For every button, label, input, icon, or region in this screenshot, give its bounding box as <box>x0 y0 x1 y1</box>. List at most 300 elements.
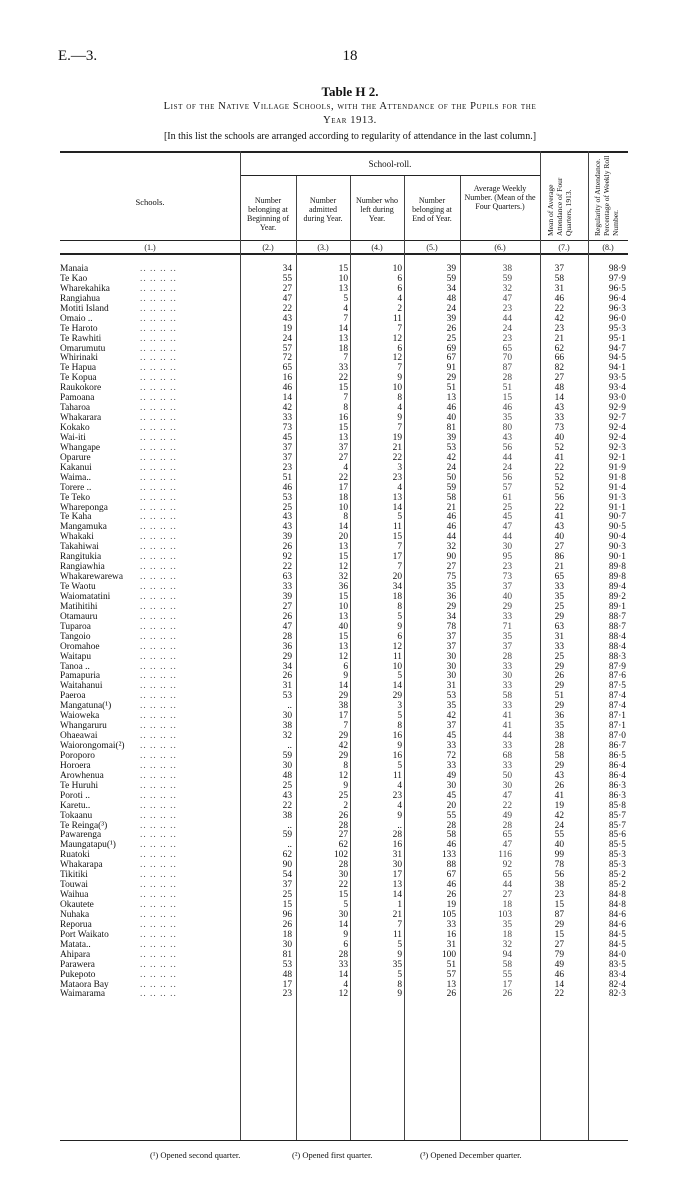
cell-col8: 87·9 <box>608 661 626 672</box>
school-name: Poroti .. <box>60 790 90 801</box>
cell-col8: 96·3 <box>608 303 626 314</box>
cell-col5: 26 <box>446 989 456 1000</box>
cell-col8: 88·7 <box>608 621 626 632</box>
leader-dots: .. .. .. .. <box>140 323 177 334</box>
table-row <box>60 294 628 304</box>
cell-col7: 22 <box>554 989 564 1000</box>
cell-col8: 91·8 <box>608 472 626 483</box>
table-bottom-rule <box>60 1140 628 1141</box>
cell-col6: 28 <box>502 373 512 384</box>
column-number: (7.) <box>558 243 570 252</box>
cell-col2: 14 <box>282 393 292 404</box>
cell-col5: 29 <box>446 601 456 612</box>
cell-col4: 14 <box>392 681 402 692</box>
table-row <box>60 503 628 513</box>
cell-col7: 31 <box>554 631 564 642</box>
cell-col8: 90·4 <box>608 532 626 543</box>
cell-col7: 29 <box>554 919 564 930</box>
cell-col5: 72 <box>446 750 456 761</box>
cell-col7: 14 <box>554 393 564 404</box>
cell-col2: 62 <box>282 850 292 861</box>
school-name: Rangitukia <box>60 552 102 563</box>
cell-col7: 23 <box>554 323 564 334</box>
cell-col5: 67 <box>446 870 456 881</box>
cell-col5: 69 <box>446 343 456 354</box>
cell-col6: 33 <box>502 661 512 672</box>
school-name: Pamoana <box>60 393 95 404</box>
cell-col3: 15 <box>338 552 348 563</box>
subtitle-line-1: List of the Native Village Schools, with the Attendance of the Pupils for the <box>163 101 537 112</box>
cell-col4: 7 <box>397 542 402 553</box>
table-row <box>60 662 628 672</box>
table-row <box>60 890 628 900</box>
cell-col5: 46 <box>446 840 456 851</box>
cell-col2: 28 <box>282 631 292 642</box>
cell-col8: 89·8 <box>608 572 626 583</box>
cell-col2: 36 <box>282 641 292 652</box>
school-name: Te Waotu <box>60 582 96 592</box>
cell-col7: 24 <box>554 820 564 831</box>
table-row <box>60 433 628 443</box>
cell-col8: 85·7 <box>608 820 626 831</box>
school-name: Horoera <box>60 760 91 771</box>
school-name: Oparure <box>60 452 91 463</box>
cell-col2: 26 <box>282 611 292 622</box>
school-name: Wai-iti <box>60 432 86 443</box>
cell-col2: 90 <box>282 860 292 871</box>
cell-col7: 86 <box>554 552 564 563</box>
cell-col8: 82·4 <box>608 979 626 990</box>
cell-col6: 95 <box>502 552 512 563</box>
cell-col3: 15 <box>338 383 348 394</box>
cell-col5: 81 <box>446 423 456 433</box>
cell-col4: 6 <box>397 283 402 294</box>
cell-col7: 23 <box>554 890 564 901</box>
cell-col7: 46 <box>554 293 564 304</box>
cell-col3: 2 <box>343 800 348 811</box>
cell-col7: 40 <box>554 432 564 443</box>
cell-col4: 4 <box>397 293 402 304</box>
cell-col2: 15 <box>282 900 292 910</box>
cell-col8: 97·9 <box>608 273 626 284</box>
cell-col7: 22 <box>554 462 564 473</box>
cell-col3: 28 <box>338 860 348 871</box>
leader-dots: .. .. .. .. <box>140 582 177 592</box>
header-col4: Number who left during Year. <box>356 196 398 223</box>
cell-col2: 23 <box>282 462 292 473</box>
leader-dots: .. .. .. .. <box>140 830 177 841</box>
cell-col7: 52 <box>554 442 564 453</box>
cell-col6: 71 <box>502 621 512 632</box>
cell-col3: 13 <box>338 542 348 553</box>
cell-col6: 44 <box>502 731 512 742</box>
school-name: Pamapuria <box>60 671 101 682</box>
cell-col3: 22 <box>338 472 348 483</box>
cell-col8: 88·7 <box>608 611 626 622</box>
leader-dots: .. .. .. .. <box>140 462 177 473</box>
cell-col7: 62 <box>554 343 564 354</box>
cell-col4: 4 <box>397 800 402 811</box>
cell-col8: 84·5 <box>608 939 626 950</box>
cell-col3: 7 <box>343 313 348 324</box>
cell-col3: 15 <box>338 890 348 901</box>
cell-col7: 38 <box>554 880 564 891</box>
cell-col3: 14 <box>338 522 348 533</box>
cell-col4: 15 <box>392 532 402 543</box>
cell-col5: 67 <box>446 353 456 364</box>
leader-dots: .. .. .. .. <box>140 731 177 742</box>
cell-col7: 28 <box>554 741 564 751</box>
cell-col2: 48 <box>282 969 292 980</box>
cell-col4: 9 <box>397 413 402 424</box>
header-col8: Regularity of Attendance. Percentage of Weekly Roll Number. <box>593 155 620 236</box>
cell-col3: 26 <box>338 810 348 821</box>
cell-col8: 86·3 <box>608 780 626 791</box>
leader-dots: .. .. .. .. <box>140 671 177 682</box>
leader-dots: .. .. .. .. <box>140 273 177 284</box>
cell-col5: 25 <box>446 333 456 344</box>
cell-col4: 8 <box>397 601 402 612</box>
cell-col4: 5 <box>397 611 402 622</box>
column-numbers-rule <box>60 240 628 241</box>
cell-col3: 27 <box>338 452 348 463</box>
cell-col8: 96·5 <box>608 283 626 294</box>
cell-col8: 84·5 <box>608 929 626 940</box>
cell-col7: 29 <box>554 661 564 672</box>
table-row <box>60 602 628 612</box>
cell-col4: 5 <box>397 969 402 980</box>
cell-col6: 47 <box>502 840 512 851</box>
cell-col2: 73 <box>282 423 292 433</box>
cell-col8: 83·4 <box>608 969 626 980</box>
cell-col3: 13 <box>338 641 348 652</box>
table-row <box>60 403 628 413</box>
table-row <box>60 383 628 393</box>
cell-col8: 87·1 <box>608 711 626 722</box>
cell-col2: 45 <box>282 432 292 443</box>
cell-col6: 56 <box>502 472 512 483</box>
cell-col2: 30 <box>282 939 292 950</box>
cell-col5: 21 <box>446 502 456 513</box>
cell-col8: 92·1 <box>608 452 626 463</box>
table-row <box>60 801 628 811</box>
cell-col5: 31 <box>446 681 456 692</box>
cell-col6: 50 <box>502 770 512 781</box>
cell-col2: 53 <box>282 959 292 970</box>
cell-col6: 58 <box>502 959 512 970</box>
table-row <box>60 751 628 761</box>
cell-col3: 29 <box>338 691 348 702</box>
leader-dots: .. .. .. .. <box>140 919 177 930</box>
cell-col4: 5 <box>397 711 402 722</box>
school-name: Tanoa .. <box>60 661 90 672</box>
cell-col7: 15 <box>554 929 564 940</box>
cell-col8: 86·5 <box>608 750 626 761</box>
cell-col5: 24 <box>446 303 456 314</box>
header-schools: Schools. <box>135 197 165 207</box>
cell-col3: 10 <box>338 502 348 513</box>
cell-col2: 96 <box>282 909 292 920</box>
cell-col3: 29 <box>338 750 348 761</box>
cell-col8: 86·3 <box>608 790 626 801</box>
cell-col7: 41 <box>554 512 564 523</box>
cell-col6: 28 <box>502 651 512 662</box>
cell-col4: 7 <box>397 423 402 433</box>
school-name: Arowhenua <box>60 770 104 781</box>
leader-dots: .. .. .. .. <box>140 482 177 493</box>
cell-col2: 31 <box>282 681 292 692</box>
cell-col3: 5 <box>343 900 348 910</box>
cell-col2: 33 <box>282 582 292 592</box>
cell-col8: 98·9 <box>608 264 626 274</box>
school-name: Mataora Bay <box>60 979 109 990</box>
table-row <box>60 443 628 453</box>
table-row <box>60 622 628 632</box>
leader-dots: .. .. .. .. <box>140 472 177 483</box>
cell-col7: 29 <box>554 701 564 712</box>
cell-col4: 3 <box>397 462 402 473</box>
cell-col3: 25 <box>338 790 348 801</box>
leader-dots: .. .. .. .. <box>140 760 177 771</box>
school-name: Nuhaka <box>60 909 90 920</box>
cell-col8: 91·3 <box>608 492 626 503</box>
cell-col8: 82·3 <box>608 989 626 1000</box>
cell-col4: 16 <box>392 840 402 851</box>
cell-col8: 91·1 <box>608 502 626 513</box>
cell-col3: 33 <box>338 363 348 374</box>
table-row <box>60 910 628 920</box>
cell-col7: 43 <box>554 522 564 533</box>
header-col3: Number admitted during Year. <box>303 196 343 223</box>
cell-col7: 29 <box>554 760 564 771</box>
cell-col2: 63 <box>282 572 292 583</box>
cell-col5: 133 <box>441 850 456 861</box>
cell-col7: 22 <box>554 502 564 513</box>
cell-col5: 46 <box>446 522 456 533</box>
cell-col2: 34 <box>282 264 292 274</box>
table-row <box>60 423 628 433</box>
school-name: Te Hapua <box>60 363 97 374</box>
cell-col6: 29 <box>502 601 512 612</box>
table-row <box>60 463 628 473</box>
cell-col6: 23 <box>502 333 512 344</box>
leader-dots: .. .. .. .. <box>140 929 177 940</box>
cell-col8: 83·5 <box>608 959 626 970</box>
school-name: Torere .. <box>60 482 92 493</box>
school-name: Waiomatatini <box>60 591 111 602</box>
cell-col5: 46 <box>446 512 456 523</box>
cell-col8: 86·7 <box>608 741 626 751</box>
school-name: Matata.. <box>60 939 91 950</box>
cell-col7: 29 <box>554 611 564 622</box>
table-note: [In this list the schools are arranged according to regularity of attendance in the last column.] <box>163 131 537 142</box>
cell-col3: 13 <box>338 283 348 294</box>
table-row <box>60 940 628 950</box>
cell-col4: 8 <box>397 979 402 990</box>
leader-dots: .. .. .. .. <box>140 363 177 374</box>
cell-col2: 19 <box>282 323 292 334</box>
leader-dots: .. .. .. .. <box>140 631 177 642</box>
cell-col4: 5 <box>397 512 402 523</box>
cell-col8: 90·1 <box>608 552 626 563</box>
cell-col3: 12 <box>338 562 348 573</box>
cell-col5: 30 <box>446 661 456 672</box>
table-row <box>60 671 628 681</box>
cell-col4: 9 <box>397 621 402 632</box>
table-row <box>60 493 628 503</box>
cell-col5: 40 <box>446 413 456 424</box>
cell-col7: 26 <box>554 780 564 791</box>
cell-col8: 87·6 <box>608 671 626 682</box>
cell-col2: 32 <box>282 731 292 742</box>
cell-col3: 28 <box>338 820 348 831</box>
cell-col8: 84·0 <box>608 949 626 960</box>
cell-col3: 9 <box>343 929 348 940</box>
cell-col6: 35 <box>502 919 512 930</box>
leader-dots: .. .. .. .. <box>140 303 177 314</box>
cell-col4: 14 <box>392 890 402 901</box>
cell-col7: 14 <box>554 979 564 990</box>
cell-col5: 30 <box>446 651 456 662</box>
header-col2: Number belonging at Beginning of Year. <box>247 196 289 232</box>
cell-col6: 55 <box>502 969 512 980</box>
cell-col2: 37 <box>282 442 292 453</box>
cell-col8: 86·4 <box>608 770 626 781</box>
cell-col8: 89·1 <box>608 601 626 612</box>
cell-col6: 44 <box>502 313 512 324</box>
leader-dots: .. .. .. .. <box>140 949 177 960</box>
cell-col7: 21 <box>554 333 564 344</box>
cell-col5: 42 <box>446 711 456 722</box>
cell-col4: 23 <box>392 790 402 801</box>
cell-col6: 57 <box>502 482 512 493</box>
cell-col8: 85·3 <box>608 850 626 861</box>
cell-col8: 86·4 <box>608 760 626 771</box>
table-row <box>60 562 628 572</box>
school-name: Otamauru <box>60 611 98 622</box>
cell-col8: 92·4 <box>608 432 626 443</box>
cell-col3: 12 <box>338 651 348 662</box>
cell-col6: 33 <box>502 760 512 771</box>
cell-col3: 13 <box>338 611 348 622</box>
cell-col7: 63 <box>554 621 564 632</box>
cell-col4: 10 <box>392 661 402 672</box>
cell-col5: 33 <box>446 760 456 771</box>
leader-dots: .. .. .. .. <box>140 572 177 583</box>
cell-col7: 27 <box>554 542 564 553</box>
cell-col3: 36 <box>338 582 348 592</box>
cell-col2: 65 <box>282 363 292 374</box>
cell-col4: 11 <box>392 929 402 940</box>
school-name: Tuparoa <box>60 621 91 632</box>
cell-col6: 28 <box>502 820 512 831</box>
leader-dots: .. .. .. .. <box>140 562 177 573</box>
cell-col8: 85·2 <box>608 880 626 891</box>
cell-col6: 18 <box>502 900 512 910</box>
school-name: Kakanui <box>60 462 92 473</box>
cell-col5: 39 <box>446 264 456 274</box>
cell-col5: 55 <box>446 810 456 821</box>
school-name: Raukokore <box>60 383 102 394</box>
cell-col6: 70 <box>502 353 512 364</box>
table-row <box>60 900 628 910</box>
cell-col5: 35 <box>446 701 456 712</box>
header-col5: Number belonging at End of Year. <box>412 196 452 223</box>
series-label: E.—3. <box>58 48 98 64</box>
cell-col8: 85·3 <box>608 860 626 871</box>
cell-col4: 2 <box>397 303 402 314</box>
cell-col2: 53 <box>282 691 292 702</box>
cell-col4: 22 <box>392 452 402 463</box>
cell-col4: 20 <box>392 572 402 583</box>
cell-col2: 43 <box>282 790 292 801</box>
cell-col4: 11 <box>392 770 402 781</box>
school-name: Wharekahika <box>60 283 110 294</box>
header-top-rule <box>60 151 628 153</box>
cell-col5: 45 <box>446 790 456 801</box>
cell-col4: 6 <box>397 273 402 284</box>
cell-col5: 78 <box>446 621 456 632</box>
cell-col6: 58 <box>502 691 512 702</box>
school-name: Te Reinga(³) <box>60 820 108 831</box>
cell-col5: 50 <box>446 472 456 483</box>
cell-col6: 24 <box>502 462 512 473</box>
cell-col3: 9 <box>343 780 348 791</box>
cell-col3: 9 <box>343 671 348 682</box>
cell-col8: 85·6 <box>608 830 626 841</box>
cell-col8: 90·7 <box>608 512 626 523</box>
cell-col8: 87·5 <box>608 681 626 692</box>
cell-col4: 8 <box>397 393 402 404</box>
cell-col4: 9 <box>397 373 402 384</box>
cell-col6: 41 <box>502 721 512 732</box>
leader-dots: .. .. .. .. <box>140 532 177 543</box>
school-name: Whakaki <box>60 532 94 543</box>
school-roll-rule <box>240 175 540 176</box>
cell-col2: 17 <box>282 979 292 990</box>
school-name: Port Waikato <box>60 929 109 940</box>
cell-col7: 35 <box>554 721 564 732</box>
leader-dots: .. .. .. .. <box>140 810 177 821</box>
cell-col4: 7 <box>397 562 402 573</box>
cell-col6: 49 <box>502 810 512 821</box>
cell-col3: 37 <box>338 442 348 453</box>
footnote-1: (¹) Opened second quarter. <box>150 1150 241 1160</box>
school-name: Pukepoto <box>60 969 96 980</box>
cell-col3: 20 <box>338 532 348 543</box>
cell-col5: 59 <box>446 273 456 284</box>
cell-col3: 14 <box>338 969 348 980</box>
cell-col3: 4 <box>343 462 348 473</box>
cell-col7: 73 <box>554 423 564 433</box>
leader-dots: .. .. .. .. <box>140 432 177 443</box>
leader-dots: .. .. .. .. <box>140 313 177 324</box>
cell-col2: 38 <box>282 721 292 732</box>
cell-col8: 93·5 <box>608 373 626 384</box>
cell-col3: 8 <box>343 760 348 771</box>
cell-col4: 3 <box>397 701 402 712</box>
cell-col7: 82 <box>554 363 564 374</box>
cell-col2: 27 <box>282 283 292 294</box>
cell-col4: 9 <box>397 989 402 1000</box>
leader-dots: .. .. .. .. <box>140 502 177 513</box>
cell-col5: 34 <box>446 283 456 294</box>
leader-dots: .. .. .. .. <box>140 979 177 990</box>
leader-dots: .. .. .. .. <box>140 969 177 980</box>
cell-col6: 65 <box>502 870 512 881</box>
cell-col3: 13 <box>338 333 348 344</box>
cell-col3: 6 <box>343 939 348 950</box>
